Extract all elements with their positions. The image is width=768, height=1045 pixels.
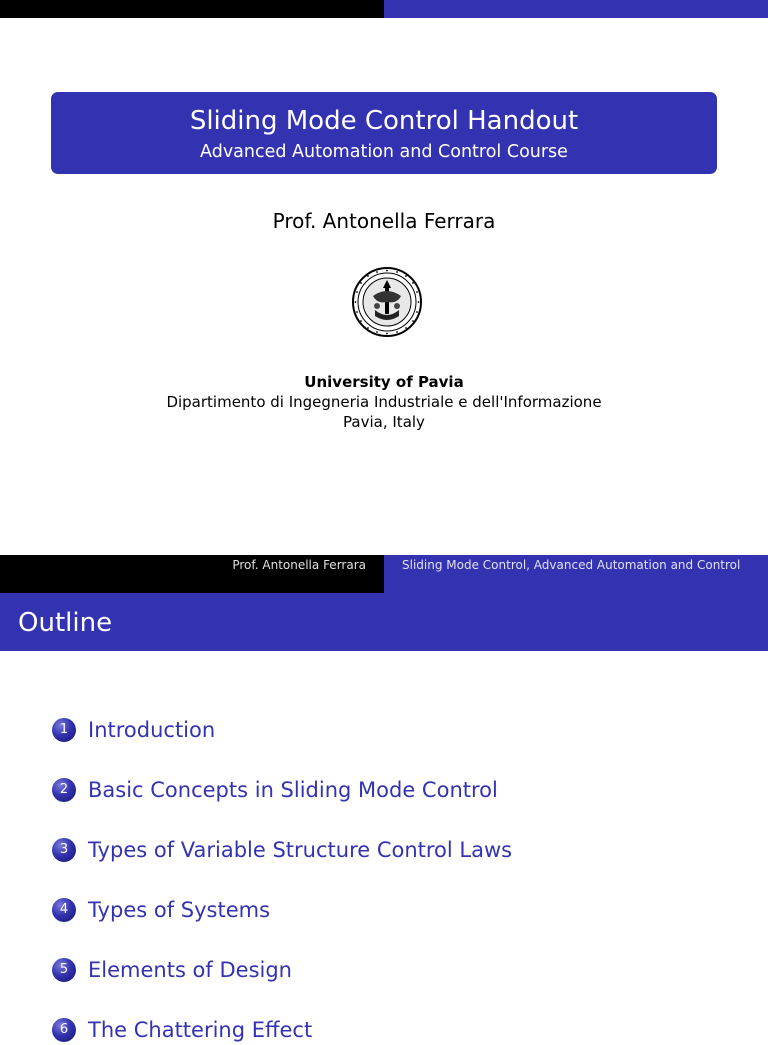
university-seal-icon xyxy=(351,266,423,338)
top-bar-left xyxy=(0,0,384,18)
institution-name: University of Pavia xyxy=(304,373,464,391)
bullet-number: 2 xyxy=(52,778,76,802)
outline-item-label[interactable]: Introduction xyxy=(88,718,216,742)
footer-title: Sliding Mode Control, Advanced Automation and Control xyxy=(402,558,741,572)
presentation-title: Sliding Mode Control Handout xyxy=(189,106,579,136)
author-name: Prof. Antonella Ferrara xyxy=(272,209,496,233)
bullet-number: 4 xyxy=(52,898,76,922)
department-name: Dipartimento di Ingegneria Industriale e dell'Informazione xyxy=(166,393,602,411)
outline-item-label[interactable]: Types of Variable Structure Control Laws xyxy=(88,838,513,862)
top-bar-right xyxy=(384,0,768,18)
outline-header-bar xyxy=(0,593,768,651)
institution-location: Pavia, Italy xyxy=(343,413,425,431)
outline-item-label[interactable]: Elements of Design xyxy=(88,958,292,982)
outline-item-label[interactable]: Basic Concepts in Sliding Mode Control xyxy=(88,778,498,802)
outline-heading: Outline xyxy=(18,608,113,638)
outline-item-label[interactable]: Types of Systems xyxy=(88,898,271,922)
presentation-subtitle: Advanced Automation and Control Course xyxy=(200,142,568,162)
bullet-number: 3 xyxy=(52,838,76,862)
footer-author: Prof. Antonella Ferrara xyxy=(232,558,366,572)
bullet-number: 5 xyxy=(52,958,76,982)
bullet-number: 6 xyxy=(52,1018,76,1042)
title-box xyxy=(51,92,717,174)
outline-item-label[interactable]: The Chattering Effect xyxy=(88,1018,313,1042)
bullet-number: 1 xyxy=(52,718,76,742)
